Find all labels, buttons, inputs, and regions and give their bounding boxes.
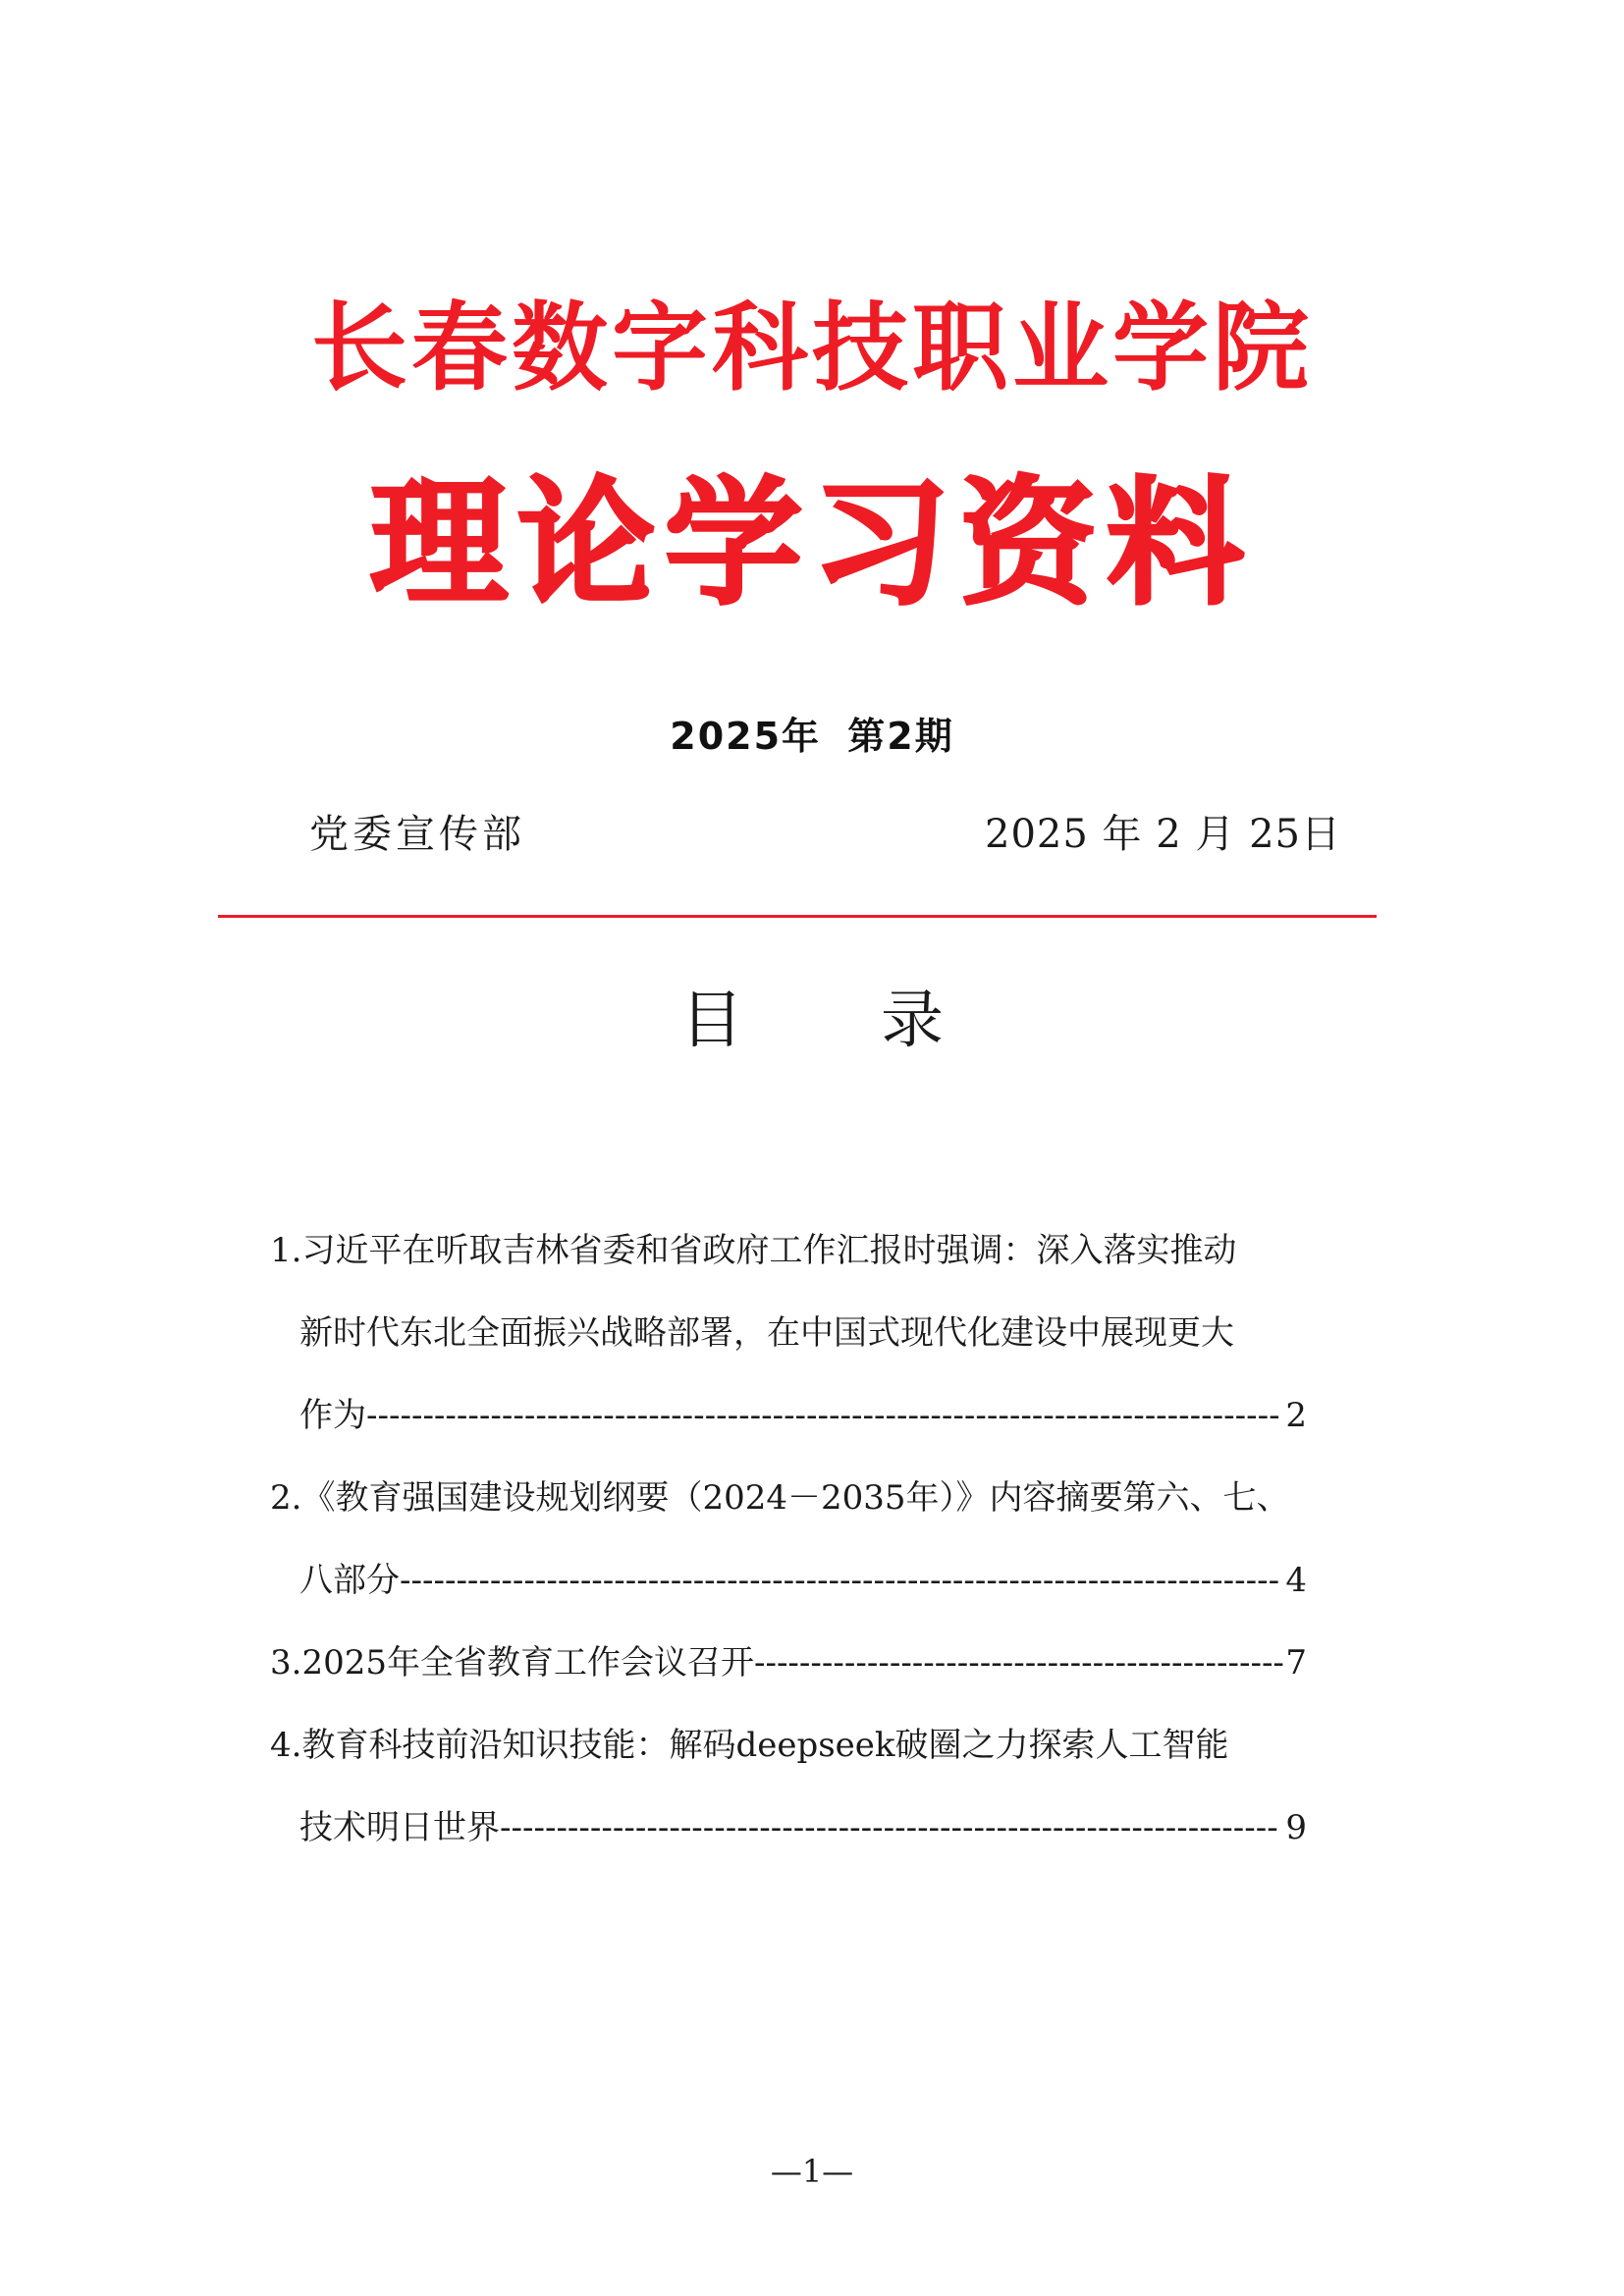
toc-item-line: 新时代东北全面振兴战略部署，在中国式现代化建设中展现更大	[299, 1313, 1234, 1353]
toc-item-line: 4.教育科技前沿知识技能：解码deepseek破圈之力探索人工智能	[270, 1726, 1229, 1765]
toc-leader: ---------------------------------------------------------------------------------	[366, 1396, 1280, 1435]
toc-title: 目录	[680, 985, 1081, 1057]
publication-title: 理论学习资料	[369, 464, 1254, 624]
toc-item-line: 作为--------------------------------------------------------------------------------- 2	[270, 1374, 1311, 1457]
toc-item-line: 2.《教育强国建设规划纲要（2024－2035年）》内容摘要第六、七、	[270, 1478, 1290, 1518]
toc-item-line: 1.习近平在听取吉林省委和省政府工作汇报时强调：深入落实推动	[270, 1231, 1237, 1270]
toc-item-line: 技术明日世界--------------------------------------------------------------------- 9	[270, 1787, 1311, 1869]
toc-item[interactable]	[270, 1704, 1311, 1869]
toc-item[interactable]	[270, 1209, 1311, 1457]
page-number-footer: —1—	[770, 2153, 854, 2190]
toc-item[interactable]	[270, 1457, 1311, 1622]
publish-date: 2025 年 2 月 25日	[985, 812, 1342, 857]
toc-page-number: 2	[1285, 1396, 1307, 1435]
toc-page-number: 9	[1285, 1808, 1307, 1847]
toc-leader: ---------------------------------------------------------------------	[500, 1808, 1278, 1847]
issue-info	[0, 712, 1624, 761]
header-divider	[218, 915, 1377, 918]
toc-leader: -----------------------------------------------	[753, 1643, 1284, 1682]
institution-name: 长春数字科技职业学院	[310, 292, 1313, 404]
toc-item-line: 八部分------------------------------------------------------------------------------ 4	[270, 1539, 1311, 1622]
toc-page-number: 7	[1285, 1643, 1307, 1682]
toc-leader: ------------------------------------------------------------------------------	[400, 1561, 1280, 1600]
toc-page-number: 4	[1285, 1561, 1307, 1600]
issue-year: 2025年	[670, 715, 822, 758]
table-of-contents	[270, 1209, 1311, 1869]
department: 党委宣传部	[309, 812, 525, 857]
toc-item-line: 3.2025年全省教育工作会议召开-----------------------------------------------7	[270, 1622, 1311, 1704]
toc-item[interactable]	[270, 1622, 1311, 1704]
issue-number: 第2期	[847, 715, 954, 758]
